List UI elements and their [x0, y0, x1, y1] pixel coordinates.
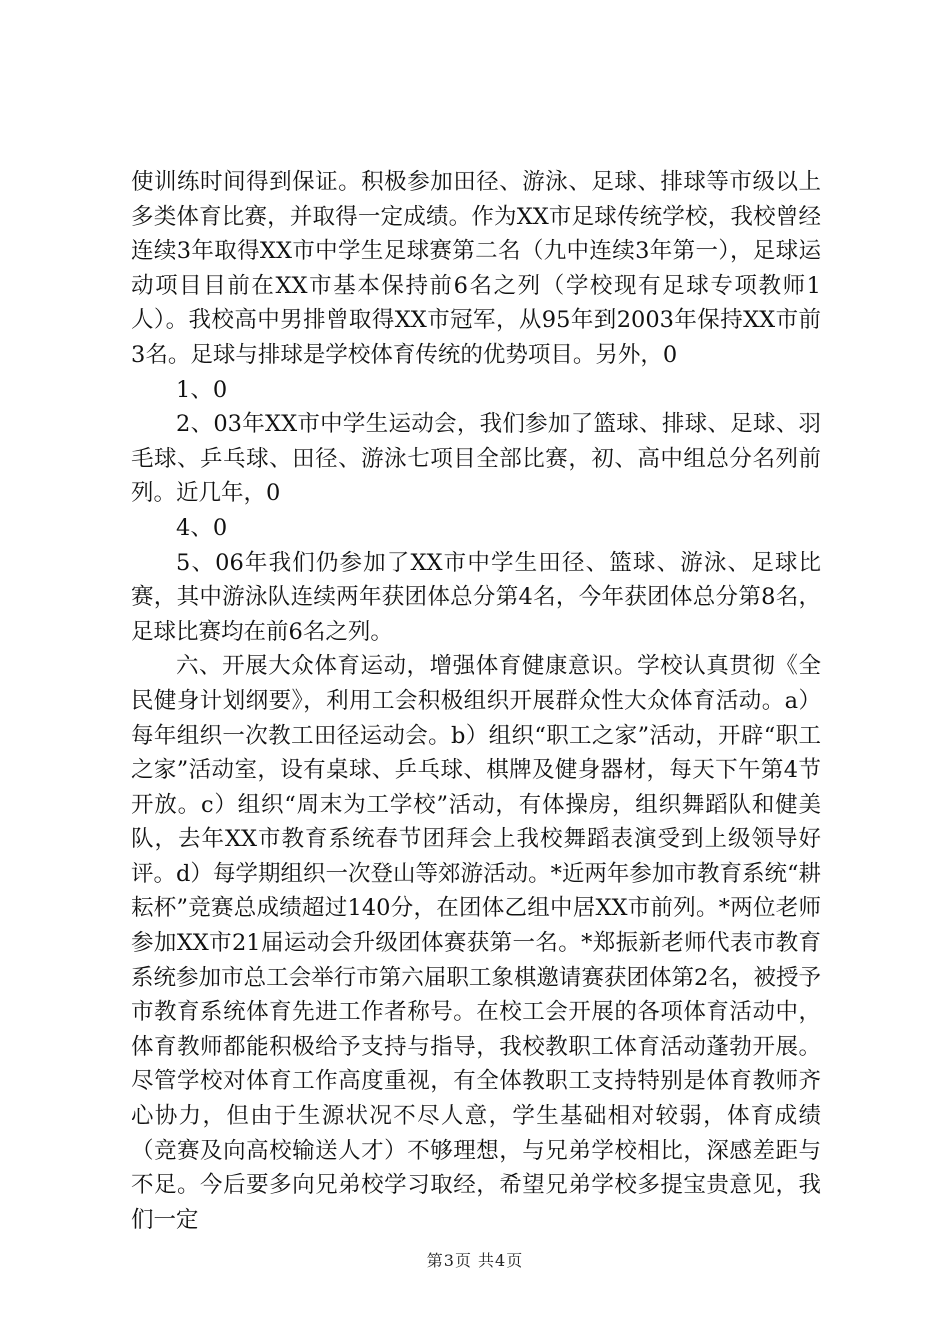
paragraph-3: 2、03年XX市中学生运动会，我们参加了篮球、排球、足球、羽毛球、乒乓球、田径、游泳七项目全部比赛，初、高中组总分名列前列。近几年，0	[131, 411, 821, 507]
paragraph-1: 使训练时间得到保证。积极参加田径、游泳、足球、排球等市级以上多类体育比赛，并取得一定成绩。作为XX市足球传统学校，我校曾经连续3年取得XX市中学生足球赛第二名（九中连续3年第一），足球运动项目目前在XX市基本保持前6名之列（学校现有足球专项教师1人）。我校高中男排曾取得XX市冠军，从95年到2003年保持XX市前3名。足球与排球是学校体育传统的优势项目。另外，0	[131, 169, 821, 368]
paragraph-4: 4、0	[176, 514, 228, 541]
body-text	[131, 165, 821, 1237]
paragraph-6: 六、开展大众体育运动，增强体育健康意识。学校认真贯彻《全民健身计划纲要》，利用工会积极组织开展群众性大众体育活动。a）每年组织一次教工田径运动会。b）组织“职工之家”活动，开辟“职工之家”活动室，设有桌球、乒乓球、棋牌及健身器材，每天下午第4节开放。c）组织“周末为工学校”活动，有体操房，组织舞蹈队和健美队，去年XX市教育系统春节团拜会上我校舞蹈表演受到上级领导好评。d）每学期组织一次登山等郊游活动。*近两年参加市教育系统“耕耘杯”竞赛总成绩超过140分，在团体乙组中居XX市前列。*两位老师参加XX市21届运动会升级团体赛获第一名。*郑振新老师代表市教育系统参加市总工会举行市第六届职工象棋邀请赛获团体第2名，被授予市教育系统体育先进工作者称号。在校工会开展的各项体育活动中，体育教师都能积极给予支持与指导，我校教职工体育活动蓬勃开展。尽管学校对体育工作高度重视，有全体教职工支持特别是体育教师齐心协力，但由于生源状况不尽人意，学生基础相对较弱，体育成绩（竞赛及向高校输送人才）不够理想，与兄弟学校相比，深感差距与不足。今后要多向兄弟校学习取经，希望兄弟学校多提宝贵意见，我们一定	[131, 653, 821, 1233]
paragraph-5: 5、06年我们仍参加了XX市中学生田径、篮球、游泳、足球比赛，其中游泳队连续两年获团体总分第4名，今年获团体总分第8名，足球比赛均在前6名之列。	[131, 549, 821, 645]
paragraph-2: 1、0	[176, 376, 228, 403]
page-number-footer: 第3页 共4页	[426, 1251, 524, 1270]
